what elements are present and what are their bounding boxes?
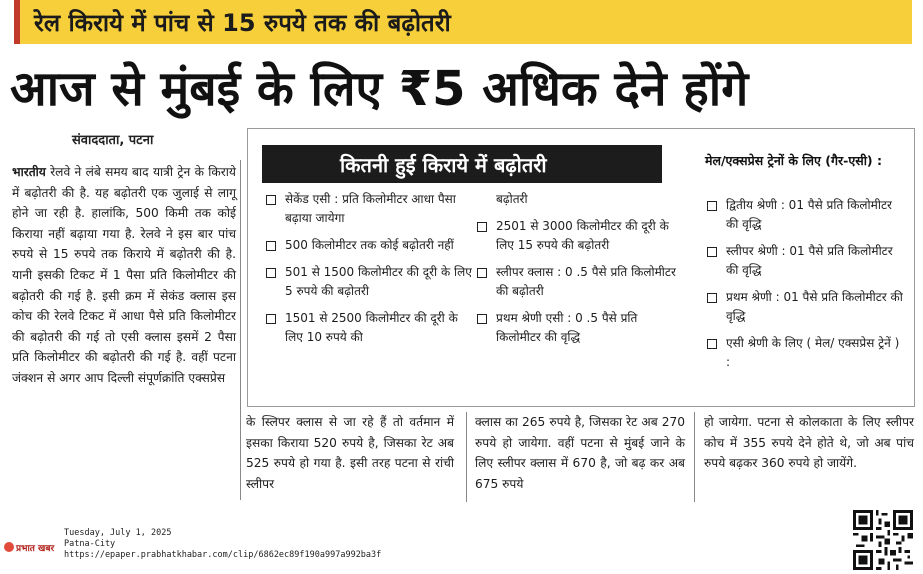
checkbox-bullet-icon	[266, 314, 276, 324]
article-column-4: हो जायेगा. पटना से कोलकाता के लिए स्लीपर कोच में 355 रुपये देने होते थे, जो अब पांच रुपये बढ़कर 360 रुपये हो जायेंगे.	[704, 415, 914, 471]
list-item: प्रथम श्रेणी एसी : 0 .5 पैसे प्रति किलोमीटर की वृद्धि	[477, 309, 677, 347]
column-divider	[466, 412, 467, 502]
article-text: रेलवे ने लंबे समय बाद यात्री ट्रेन के किराये में बढ़ोतरी की है. यह बढ़ोतरी एक जुलाई से लागू होने जा रही है. हालांकि, 500 किमी तक कोई किराया नहीं बढ़ाया गया है. रेलवे ने इस बार पांच रुपये से 15 रुपये तक किराये में बढ़ोतरी की है. यानी इसकी टिकट में 1 पैसा प्रति किलोमीटर की बढ़ोतरी की गई है. इसी क्रम में सेकंड क्लास इस कोच की रेलवे टिकट में आधा पैसे प्रति किलोमीटर की बढ़ोतरी की गई तो एसी क्लास इसमें 2 पैसा प्रति किलोमीटर की बढ़ोतरी की गई है. वहीं पटना जंक्शन से अगर आप दिल्ली संपूर्णक्रांति एक्सप्रेस	[12, 165, 236, 385]
infobox-list-a	[266, 190, 476, 355]
list-item: द्वितीय श्रेणी : 01 पैसे प्रति किलोमीटर की वृद्धि	[707, 196, 907, 234]
clip-edition: Patna-City	[64, 539, 116, 549]
article-column-1	[12, 162, 236, 389]
list-item: स्लीपर श्रेणी : 01 पैसे प्रति किलोमीटर की वृद्धि	[707, 242, 907, 280]
list-item: स्लीपर क्लास : 0 .5 पैसे प्रति किलोमीटर की बढ़ोतरी	[477, 263, 677, 301]
checkbox-bullet-icon	[707, 293, 717, 303]
list-item: 500 किलोमीटर तक कोई बढ़ोतरी नहीं	[266, 236, 476, 255]
side-heading: मेल/एक्सप्रेस ट्रेनों के लिए (गैर-एसी) :	[705, 153, 882, 168]
checkbox-bullet-icon	[477, 222, 487, 232]
kicker-headline: रेल किराये में पांच से 15 रुपये तक की बढ़ोतरी	[14, 0, 912, 44]
column-divider	[240, 160, 241, 500]
list-item: 501 से 1500 किलोमीटर की दूरी के लिए 5 रुपये की बढ़ोतरी	[266, 263, 476, 301]
checkbox-bullet-icon	[707, 247, 717, 257]
prabhat-khabar-logo	[4, 536, 58, 558]
article-column-2: के स्लिपर क्लास से जा रहे हैं तो वर्तमान में इसका किराया 520 रुपये है, जिसका रेट अब 525 रुपये हो गया है. इसी तरह पटना से रांची स्लीपर	[246, 415, 454, 491]
checkbox-bullet-icon	[266, 195, 276, 205]
list-item: एसी श्रेणी के लिए ( मेल/ एक्सप्रेस ट्रेनें ) :	[707, 334, 907, 372]
checkbox-bullet-icon	[707, 339, 717, 349]
checkbox-bullet-icon	[266, 241, 276, 251]
clip-metadata	[64, 528, 381, 561]
article-column-3: क्लास का 265 रुपये है, जिसका रेट अब 270 रुपये हो जायेगा. वहीं पटना से मुंबई जाने के लिए स्लीपर क्लास में 670 है, जो बढ़ कर अब 675 रुपये	[475, 415, 685, 491]
list-item: 2501 से 3000 किलोमीटर की दूरी के लिए 15 रुपये की बढ़ोतरी	[477, 217, 677, 255]
checkbox-bullet-icon	[707, 201, 717, 211]
article-lead-word: भारतीय	[12, 165, 46, 179]
infobox-list-c	[707, 196, 907, 380]
byline: संवाददाता, पटना	[72, 133, 154, 148]
column-divider	[694, 412, 695, 502]
logo-mark-icon	[4, 542, 14, 552]
checkbox-bullet-icon	[477, 268, 487, 278]
clip-date: Tuesday, July 1, 2025	[64, 528, 172, 538]
logo-text: प्रभात खबर	[16, 543, 55, 554]
checkbox-bullet-icon	[266, 268, 276, 278]
list-item: सेकेंड एसी : प्रति किलोमीटर आधा पैसा बढ़ाया जायेगा	[266, 190, 476, 228]
qr-code-icon[interactable]	[853, 510, 913, 570]
main-headline: आज से मुंबई के लिए ₹5 अधिक देने होंगे	[10, 60, 749, 117]
list-item-continuation: बढ़ोतरी	[496, 192, 528, 206]
list-item: 1501 से 2500 किलोमीटर की दूरी के लिए 10 रुपये की	[266, 309, 476, 347]
infobox-list-b	[477, 190, 677, 355]
list-item: प्रथम श्रेणी : 01 पैसे प्रति किलोमीटर की वृद्धि	[707, 288, 907, 326]
checkbox-bullet-icon	[477, 314, 487, 324]
infobox-title: कितनी हुई किराये में बढ़ोतरी	[262, 145, 662, 183]
clip-url[interactable]: https://epaper.prabhatkhabar.com/clip/6862ec89f190a997a992ba3f	[64, 550, 382, 560]
